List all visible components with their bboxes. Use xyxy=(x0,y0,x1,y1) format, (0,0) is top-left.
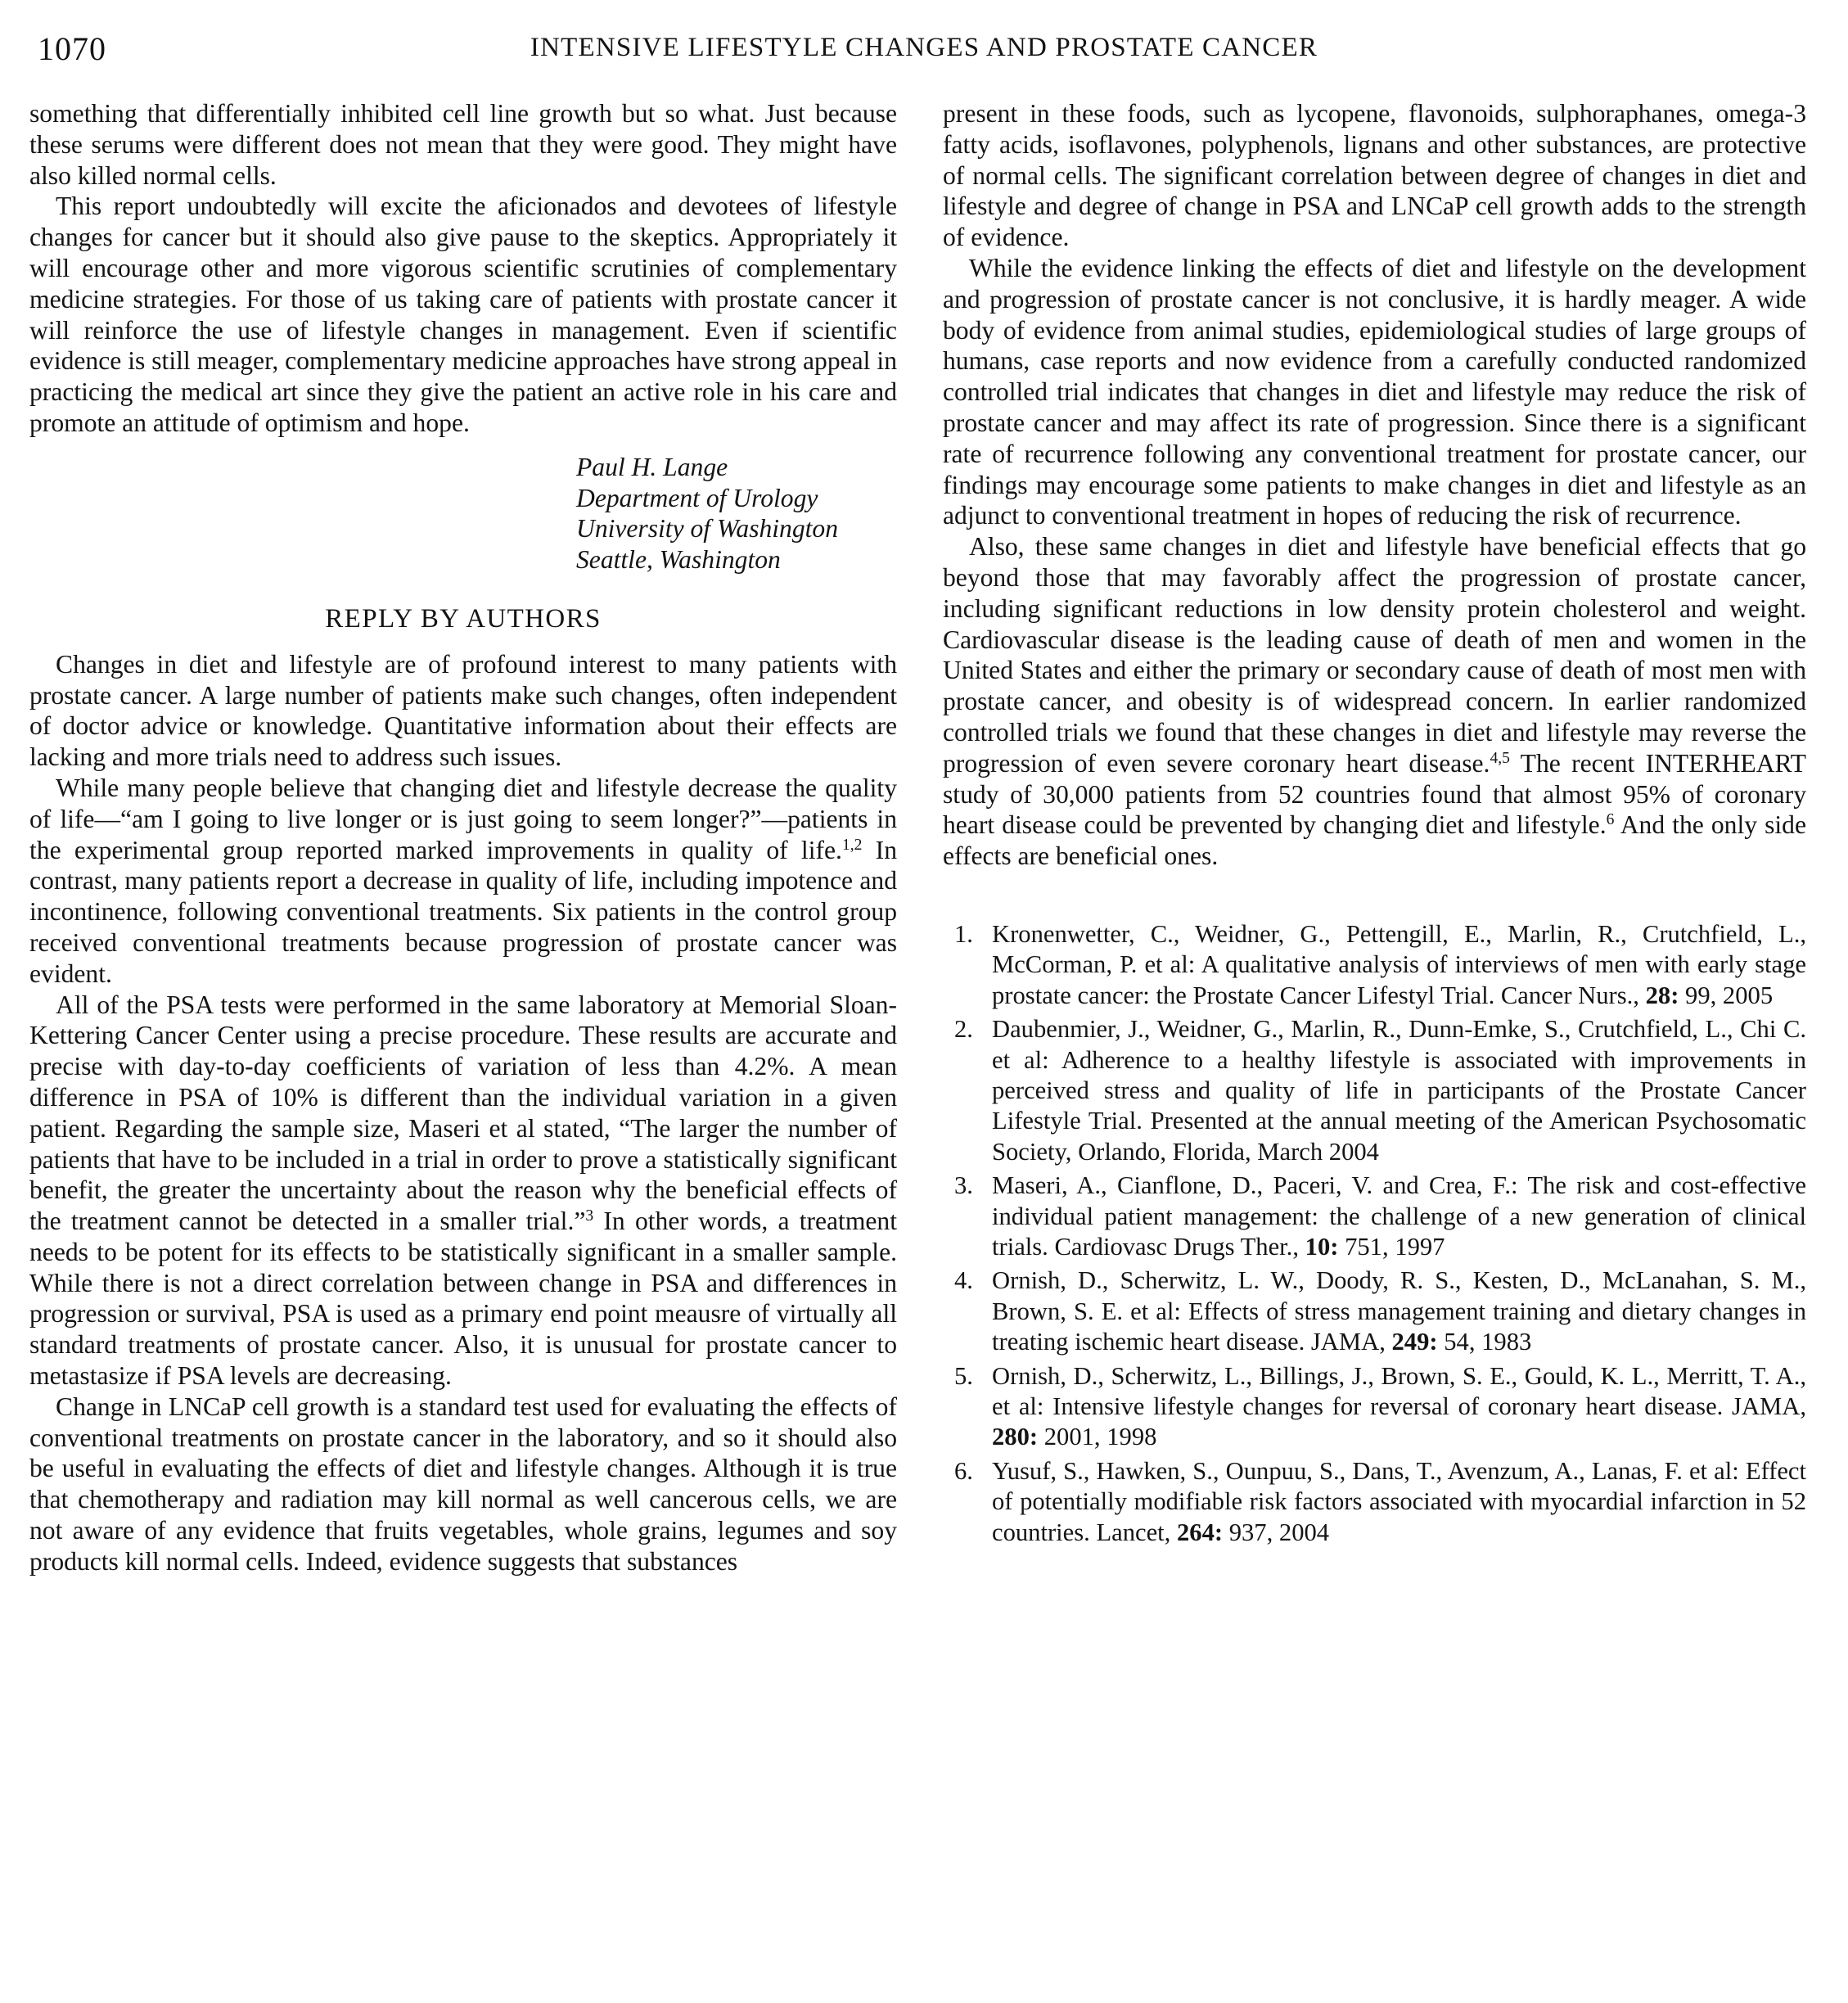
citation: 6 xyxy=(1606,811,1615,829)
reference-number: 6. xyxy=(954,1456,973,1485)
signature-university: University of Washington xyxy=(576,514,839,544)
paragraph-text: In contrast, many patients report a decrease in quality of life, including impotence and incontinence, following conventional treatments. Six patients in the control group received conventional treatments because progression of prostate cancer was evident. xyxy=(29,835,897,988)
reference-item xyxy=(943,1014,1806,1167)
reference-pages: 937, 2004 xyxy=(1223,1518,1330,1546)
paragraph: This report undoubtedly will excite the aficionados and devotees of lifestyle changes for cancer but it should also give pause to the skeptics. Appropriately it will encourage other and more vigorous scientific scrutinies of complementary medicine strategies. For those of us taking care of patients with prostate cancer it will reinforce the use of lifestyle changes in management. Even if scientific evidence is still meager, complementary medicine approaches have strong appeal in practicing the medical art since they give the patient an active role in his care and promote an attitude of optimism and hope. xyxy=(29,192,897,437)
paragraph-text: All of the PSA tests were performed in the same laboratory at Memorial Sloan-Kettering Cancer Center using a precise procedure. These results are accurate and precise with day-to-day coefficients of variation of less than 4.2%. A mean difference in PSA of 10% is different than the individual variation in a given patient. Regarding the sample size, Maseri et al stated, “The larger the number of patients that have to be included in a trial in order to prove a statistically significant benefit, the greater the uncertainty about the reason why the beneficial effects of the treatment cannot be detected in a smaller trial.” xyxy=(29,990,897,1236)
reference-list xyxy=(943,919,1806,1548)
citation: 1,2 xyxy=(841,836,863,854)
reference-text: Maseri, A., Cianflone, D., Paceri, V. and Crea, F.: The risk and cost-effective individual patient management: the challenge of a new generation of clinical trials. Cardiovasc Drugs Ther., xyxy=(992,1171,1806,1261)
page-header xyxy=(38,29,1810,75)
citation: 3 xyxy=(585,1207,594,1225)
paragraph-text: The recent INTERHEART study of 30,000 patients from 52 countries found that almost 95% of coronary heart disease could be prevented by changing diet and lifestyle. xyxy=(943,748,1806,840)
citation: 4,5 xyxy=(1490,749,1510,767)
paragraph xyxy=(943,531,1806,872)
reference-number: 3. xyxy=(954,1171,973,1200)
signature-city: Seattle, Washington xyxy=(576,545,781,575)
paragraph xyxy=(29,990,897,1392)
page-number: 1070 xyxy=(38,30,106,67)
paragraph xyxy=(29,773,897,990)
author-signature xyxy=(576,452,897,575)
reference-text: Daubenmier, J., Weidner, G., Marlin, R., Dunn-Emke, S., Crutchfield, L., Chi C. et al: Adherence to a healthy lifestyle is associated with improvements in perceived stress and quality of life in participants of the Prostate Cancer Lifestyle Trial. Presented at the annual meeting of the American Psychosomatic Society, Orlando, Florida, March 2004 xyxy=(992,1015,1806,1166)
paragraph: While the evidence linking the effects of diet and lifestyle on the development and progression of prostate cancer is not conclusive, it is hardly meager. A wide body of evidence from animal studies, epidemiological studies of large groups of humans, case reports and now evidence from a carefully conducted randomized controlled trial indicates that changes in diet and lifestyle may reduce the risk of prostate cancer and may affect its rate of progression. Since there is a significant rate of recurrence following any conventional treatment for prostate cancer, our findings may encourage some patients to make changes in diet and lifestyle as an adjunct to conventional treatment in hopes of reducing the risk of recurrence. xyxy=(943,253,1806,530)
reference-number: 1. xyxy=(954,919,973,948)
reference-item xyxy=(943,1361,1806,1453)
reference-item xyxy=(943,1456,1806,1548)
paragraph: present in these foods, such as lycopene, flavonoids, sulphoraphanes, omega-3 fatty acids, isoflavones, polyphenols, lignans and other substances, are protective of normal cells. The significant correlation between degree of changes in diet and lifestyle and degree of change in PSA and LNCaP cell growth adds to the strength of evidence. xyxy=(943,99,1806,252)
reference-volume: 280: xyxy=(992,1423,1039,1451)
paragraph: Change in LNCaP cell growth is a standard test used for evaluating the effects of conventional treatments on prostate cancer in the laboratory, and so it should also be useful in evaluating the effects of diet and lifestyle changes. Although it is true that chemotherapy and radiation may kill normal as well cancerous cells, we are not aware of any evidence that fruits vegetables, whole grains, legumes and soy products kill normal cells. Indeed, evidence suggests that substances xyxy=(29,1392,897,1576)
reference-text: Yusuf, S., Hawken, S., Ounpuu, S., Dans, T., Avenzum, A., Lanas, F. et al: Effect of potentially modifiable risk factors associated with myocardial infarction in 52 countries. Lancet, xyxy=(992,1456,1806,1546)
signature-name: Paul H. Lange xyxy=(576,452,728,481)
paragraph: something that differentially inhibited cell line growth but so what. Just because these serums were different does not mean that they were good. They might have also killed normal cells. xyxy=(29,99,897,190)
reference-volume: 264: xyxy=(1176,1518,1224,1546)
reference-volume: 249: xyxy=(1391,1328,1438,1356)
reference-item xyxy=(943,919,1806,1011)
reference-pages: 99, 2005 xyxy=(1679,981,1774,1009)
signature-department: Department of Urology xyxy=(576,483,818,512)
reference-number: 2. xyxy=(954,1015,973,1044)
reference-volume: 28: xyxy=(1645,981,1679,1009)
paragraph: Changes in diet and lifestyle are of profound interest to many patients with prostate cancer. A large number of patients make such changes, often independent of doctor advice or knowledge. Quantitative information about their effects are lacking and more trials need to address such issues. xyxy=(29,649,897,772)
reference-text: Ornish, D., Scherwitz, L. W., Doody, R. S., Kesten, D., McLanahan, S. M., Brown, S. E. et al: Effects of stress management training and dietary changes in treating ischemic heart disease. JAMA, xyxy=(992,1266,1806,1356)
right-column xyxy=(943,98,1806,1551)
reply-heading: REPLY BY AUTHORS xyxy=(325,603,602,634)
reference-volume: 10: xyxy=(1305,1232,1339,1261)
reference-item xyxy=(943,1171,1806,1262)
paragraph-text: Also, these same changes in diet and lifestyle have beneficial effects that go beyond those that may favorably affect the progression of prostate cancer, including significant reductions in low density protein cholesterol and weight. Cardiovascular disease is the leading cause of death of men and women in the United States and either the primary or secondary cause of death of most men with prostate cancer, and obesity is of widespread concern. In earlier randomized controlled trials we found that these changes in diet and lifestyle may reverse the progression of even severe coronary heart disease. xyxy=(943,532,1806,778)
paragraph-text: While many people believe that changing diet and lifestyle decrease the quality of life—“am I going to live longer or is just going to seem longer?”—patients in the experimental group reported marked improvements in quality of life. xyxy=(29,773,897,864)
reference-text: Kronenwetter, C., Weidner, G., Pettengill, E., Marlin, R., Crutchfield, L., McCorman, P. et al: A qualitative analysis of interviews of men with early stage prostate cancer: the Prostate Cancer Lifestyl Trial. Cancer Nurs., xyxy=(992,919,1806,1009)
reference-text: Ornish, D., Scherwitz, L., Billings, J., Brown, S. E., Gould, K. L., Merritt, T. A., et al: Intensive lifestyle changes for reversal of coronary heart disease. JAMA, xyxy=(992,1361,1806,1421)
reference-item xyxy=(943,1265,1806,1357)
reference-pages: 54, 1983 xyxy=(1437,1328,1532,1356)
running-title: INTENSIVE LIFESTYLE CHANGES AND PROSTATE CANCER xyxy=(530,33,1318,62)
paragraph-text: In other words, a treatment needs to be potent for its effects to be statistically significant in a smaller sample. While there is not a direct correlation between change in PSA and differences in progression or survival, PSA is used as a primary end point meausre of virtually all standard treatments of prostate cancer. Also, it is unusual for prostate cancer to metastasize if PSA levels are decreasing. xyxy=(29,1207,898,1391)
reference-number: 4. xyxy=(954,1266,973,1295)
left-column xyxy=(29,98,897,1577)
reference-number: 5. xyxy=(954,1361,973,1390)
reference-pages: 2001, 1998 xyxy=(1038,1423,1157,1451)
paragraph-text: And the only side effects are beneficial ones. xyxy=(943,810,1806,871)
reference-pages: 751, 1997 xyxy=(1338,1232,1445,1261)
